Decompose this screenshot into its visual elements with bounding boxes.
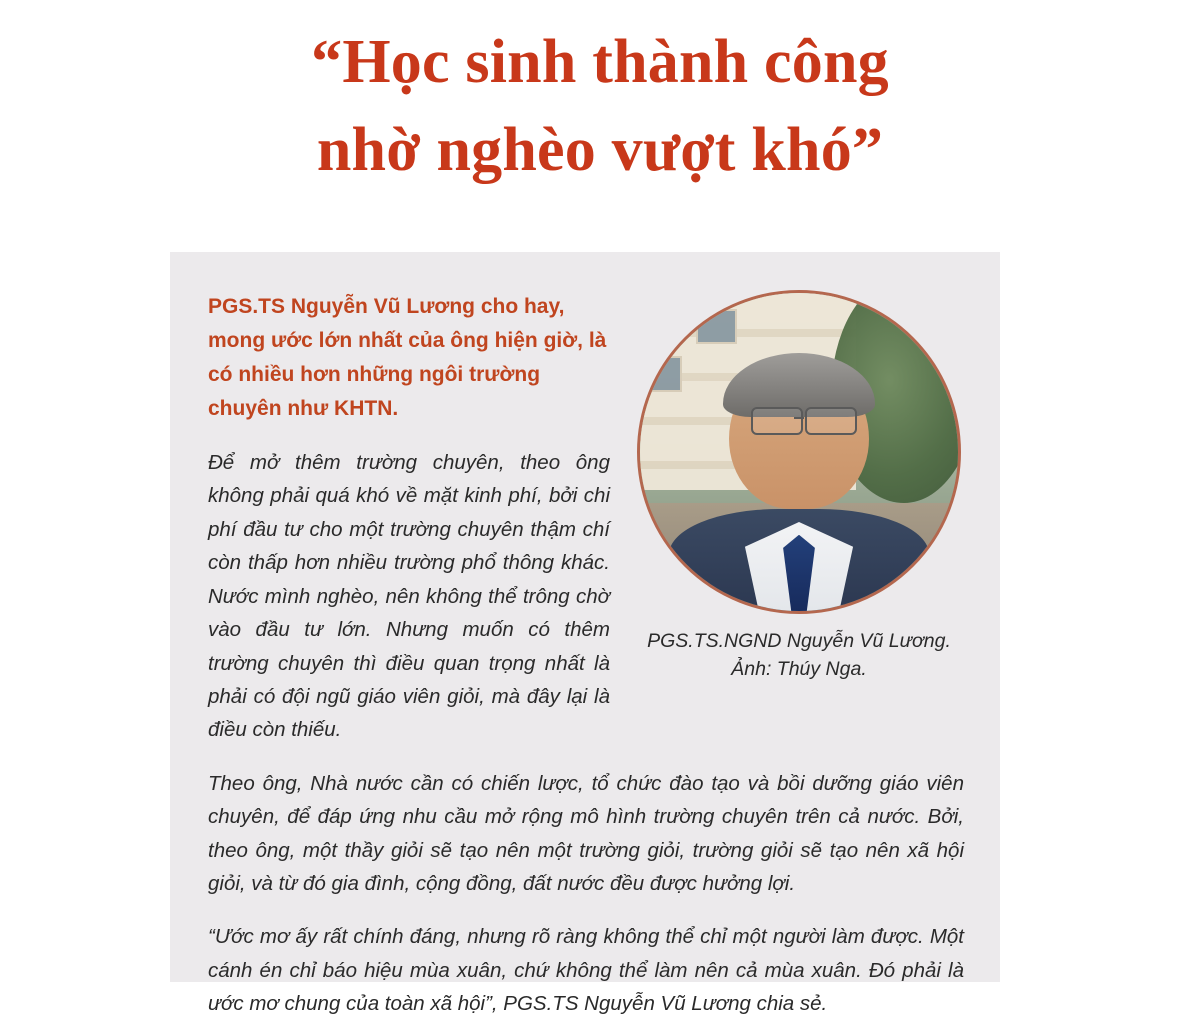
photo-caption (634, 628, 964, 683)
photo-glasses-right (805, 407, 857, 435)
page-title (0, 0, 1200, 194)
article-card (170, 252, 1000, 1016)
photo-caption-line-2: Ảnh: Thúy Nga. (731, 657, 867, 680)
photo-caption-line-1: PGS.TS.NGND Nguyễn Vũ Lương. (647, 630, 951, 652)
article-lead: PGS.TS Nguyễn Vũ Lương cho hay, mong ước lớn nhất của ông hiện giờ, là có nhiều hơn những ngôi trường chuyên như KHTN. (208, 295, 607, 421)
article-paragraph: “Ước mơ ấy rất chính đáng, nhưng rõ ràng không thể chỉ một người làm được. Một cánh én chỉ báo hiệu mùa xuân, chứ không thể làm nên cả mùa xuân. Đó phải là ước mơ chung của toàn xã hội”, PGS.TS Nguyễn Vũ Lương chia sẻ. (208, 925, 964, 1016)
headline-line-2: nhờ nghèo vượt khó” (316, 116, 884, 185)
photo-glasses-bridge (794, 417, 804, 419)
photo-window (641, 356, 682, 392)
article-card-inner (208, 290, 964, 1016)
photo-window (641, 309, 682, 345)
photo-glasses-left (751, 407, 803, 435)
article-paragraph: Để mở thêm trường chuyên, theo ông không phải quá khó về mặt kinh phí, bởi chi phí đầu tư cho một trường chuyên thậm chí còn thấp hơn nhiều trường phổ thông khác. Nước mình nghèo, nên không thể trông chờ vào đầu tư lớn. Nhưng muốn có thêm trường chuyên thì điều quan trọng nhất là phải có đội ngũ giáo viên giỏi, mà đây lại là điều còn thiếu. (208, 451, 610, 742)
headline-line-1: “Học sinh thành công (311, 28, 889, 96)
portrait-photo (637, 290, 961, 614)
photo-window (696, 309, 737, 345)
article-paragraph: Theo ông, Nhà nước cần có chiến lược, tổ chức đào tạo và bồi dưỡng giáo viên chuyên, để đáp ứng nhu cầu mở rộng mô hình trường chuyên trên cả nước. Bởi, theo ông, một thầy giỏi sẽ tạo nên một trường giỏi, trường giỏi sẽ tạo nên xã hội giỏi, và từ đó gia đình, cộng đồng, đất nước đều được hưởng lợi. (208, 771, 964, 895)
portrait-figure (634, 290, 964, 683)
